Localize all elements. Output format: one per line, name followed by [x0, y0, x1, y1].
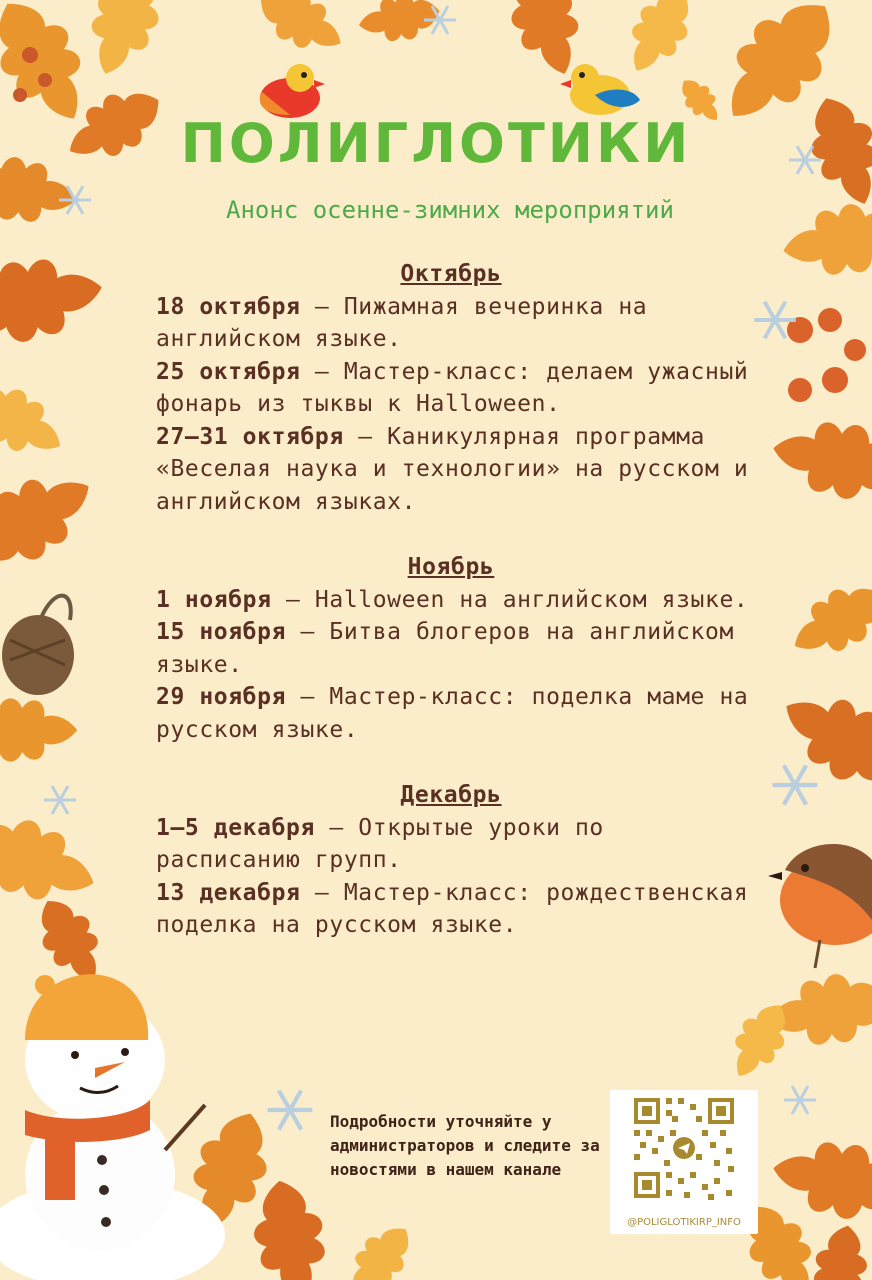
event-item	[156, 616, 756, 681]
brand-logo-title: ПОЛИГЛОТИКИ	[180, 112, 692, 175]
events-list	[156, 258, 756, 942]
acorn-icon	[2, 596, 74, 695]
event-date: 29 ноября	[156, 684, 287, 710]
event-text: — Битва блогеров на английском языке.	[156, 619, 734, 678]
robin-icon	[768, 844, 872, 968]
month-heading-october: Октябрь	[400, 261, 502, 287]
oak-leaf-icon	[0, 0, 872, 215]
event-date: 18 октября	[156, 293, 301, 320]
footer-note: Подробности уточняйте у администраторов и следите за новостями в нашем канале	[330, 1112, 600, 1179]
event-text: — Каникулярная программа «Веселая наука и технологии» на русском и английском языках.	[156, 423, 749, 515]
event-text: — Мастер-класс: рождественская поделка на русском языке.	[156, 879, 749, 938]
event-item	[156, 584, 756, 617]
month-heading-november: Ноябрь	[407, 554, 495, 580]
event-text: — Мастер-класс: поделка маме на русском языке.	[156, 684, 749, 743]
event-item	[156, 877, 756, 942]
event-item	[156, 356, 756, 421]
bird-yellow-icon	[560, 64, 640, 115]
event-item	[156, 812, 756, 877]
event-date: 25 октября	[156, 358, 301, 385]
event-item	[156, 421, 756, 519]
event-item	[156, 291, 756, 356]
event-date: 15 ноября	[156, 619, 287, 645]
qr-caption: @POLIGLOTIKIRP_INFO	[627, 1217, 741, 1228]
page-subtitle: Анонс осенне-зимних мероприятий	[226, 196, 674, 224]
event-text: — Мастер-класс: делаем ужасный фонарь из тыквы к Halloween.	[156, 358, 749, 417]
event-date: 1–5 декабря	[156, 814, 315, 841]
event-text: — Открытые уроки по расписанию групп.	[156, 814, 604, 873]
bird-red-icon	[260, 64, 325, 118]
berries-icon	[787, 308, 866, 402]
event-date: 1 ноября	[156, 586, 272, 613]
event-date: 27–31 октября	[156, 423, 344, 450]
event-date: 13 декабря	[156, 879, 301, 906]
qr-code-icon[interactable]	[610, 1090, 758, 1210]
event-item	[156, 681, 756, 746]
qr-code-card[interactable]	[610, 1090, 758, 1234]
snowman-icon	[0, 974, 225, 1280]
event-text: — Пижамная вечеринка на английском языке.	[156, 293, 648, 352]
month-heading-december: Декабрь	[400, 782, 502, 808]
event-text: — Halloween на английском языке.	[271, 586, 749, 613]
